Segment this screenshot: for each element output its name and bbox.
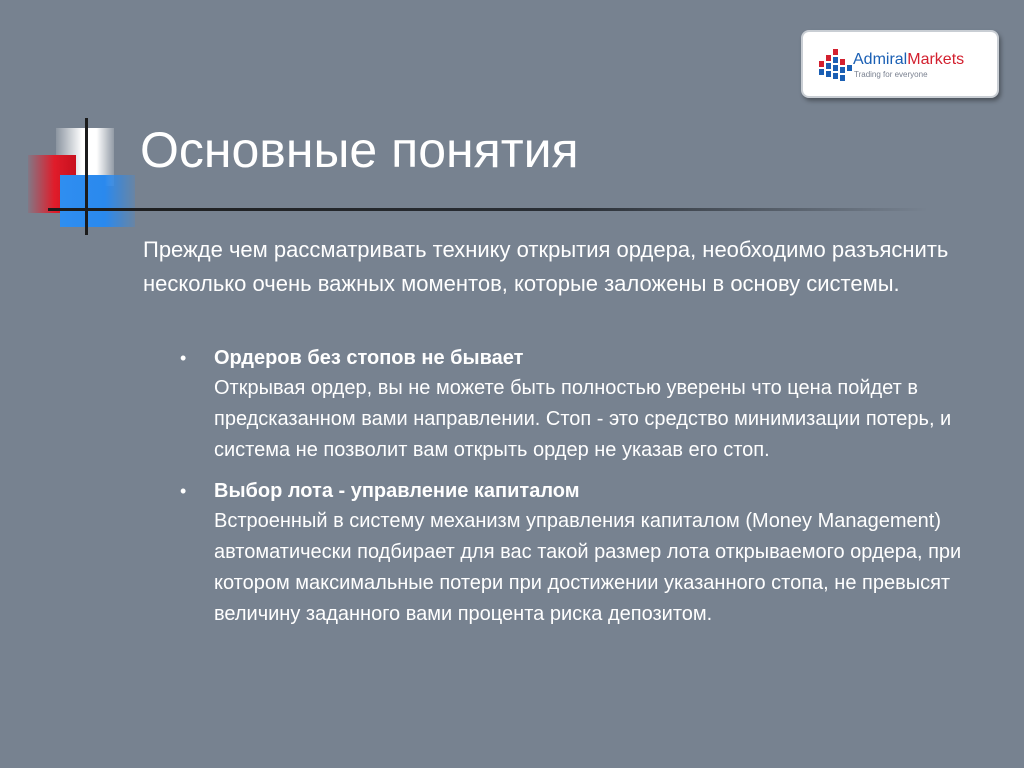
bullet-text: Встроенный в систему механизм управления капиталом (Money Management) автоматически подбирает для вас такой размер лота открываемого ордера, при котором максимальные потери при достижении указанного стопа, не превысят величину заданного вами процента риска депозитом. [214,510,962,625]
logo-name-part2: Markets [907,51,965,68]
title-underline [48,208,928,211]
logo-name-part1: Admiral [853,51,908,68]
bullet-item [180,343,980,466]
bullet-heading: Ордеров без стопов не бывает [214,347,524,369]
decor-vertical-line [85,118,88,235]
bullet-item [180,476,980,630]
decor-blue-square [60,175,135,227]
bullet-dot-icon: • [180,348,187,368]
bullet-text: Открывая ордер, вы не можете быть полностью уверены что цена пойдет в предсказанном вами направлении. Стоп - это средство минимизации потерь, и система не позволит вам открыть ордер не указав его стоп. [214,377,952,461]
bullet-list [180,343,980,640]
intro-paragraph: Прежде чем рассматривать технику открытия ордера, необходимо разъяснить несколько очень важных моментов, которые заложены в основу системы. [143,237,949,296]
company-logo [801,30,999,98]
bullet-dot-icon: • [180,481,187,501]
slide-title: Основные понятия [140,122,579,178]
logo-wordmark [853,51,964,69]
bullet-heading: Выбор лота - управление капиталом [214,480,580,502]
logo-tagline: Trading for everyone [854,70,928,79]
bar-chart-icon [817,45,855,85]
